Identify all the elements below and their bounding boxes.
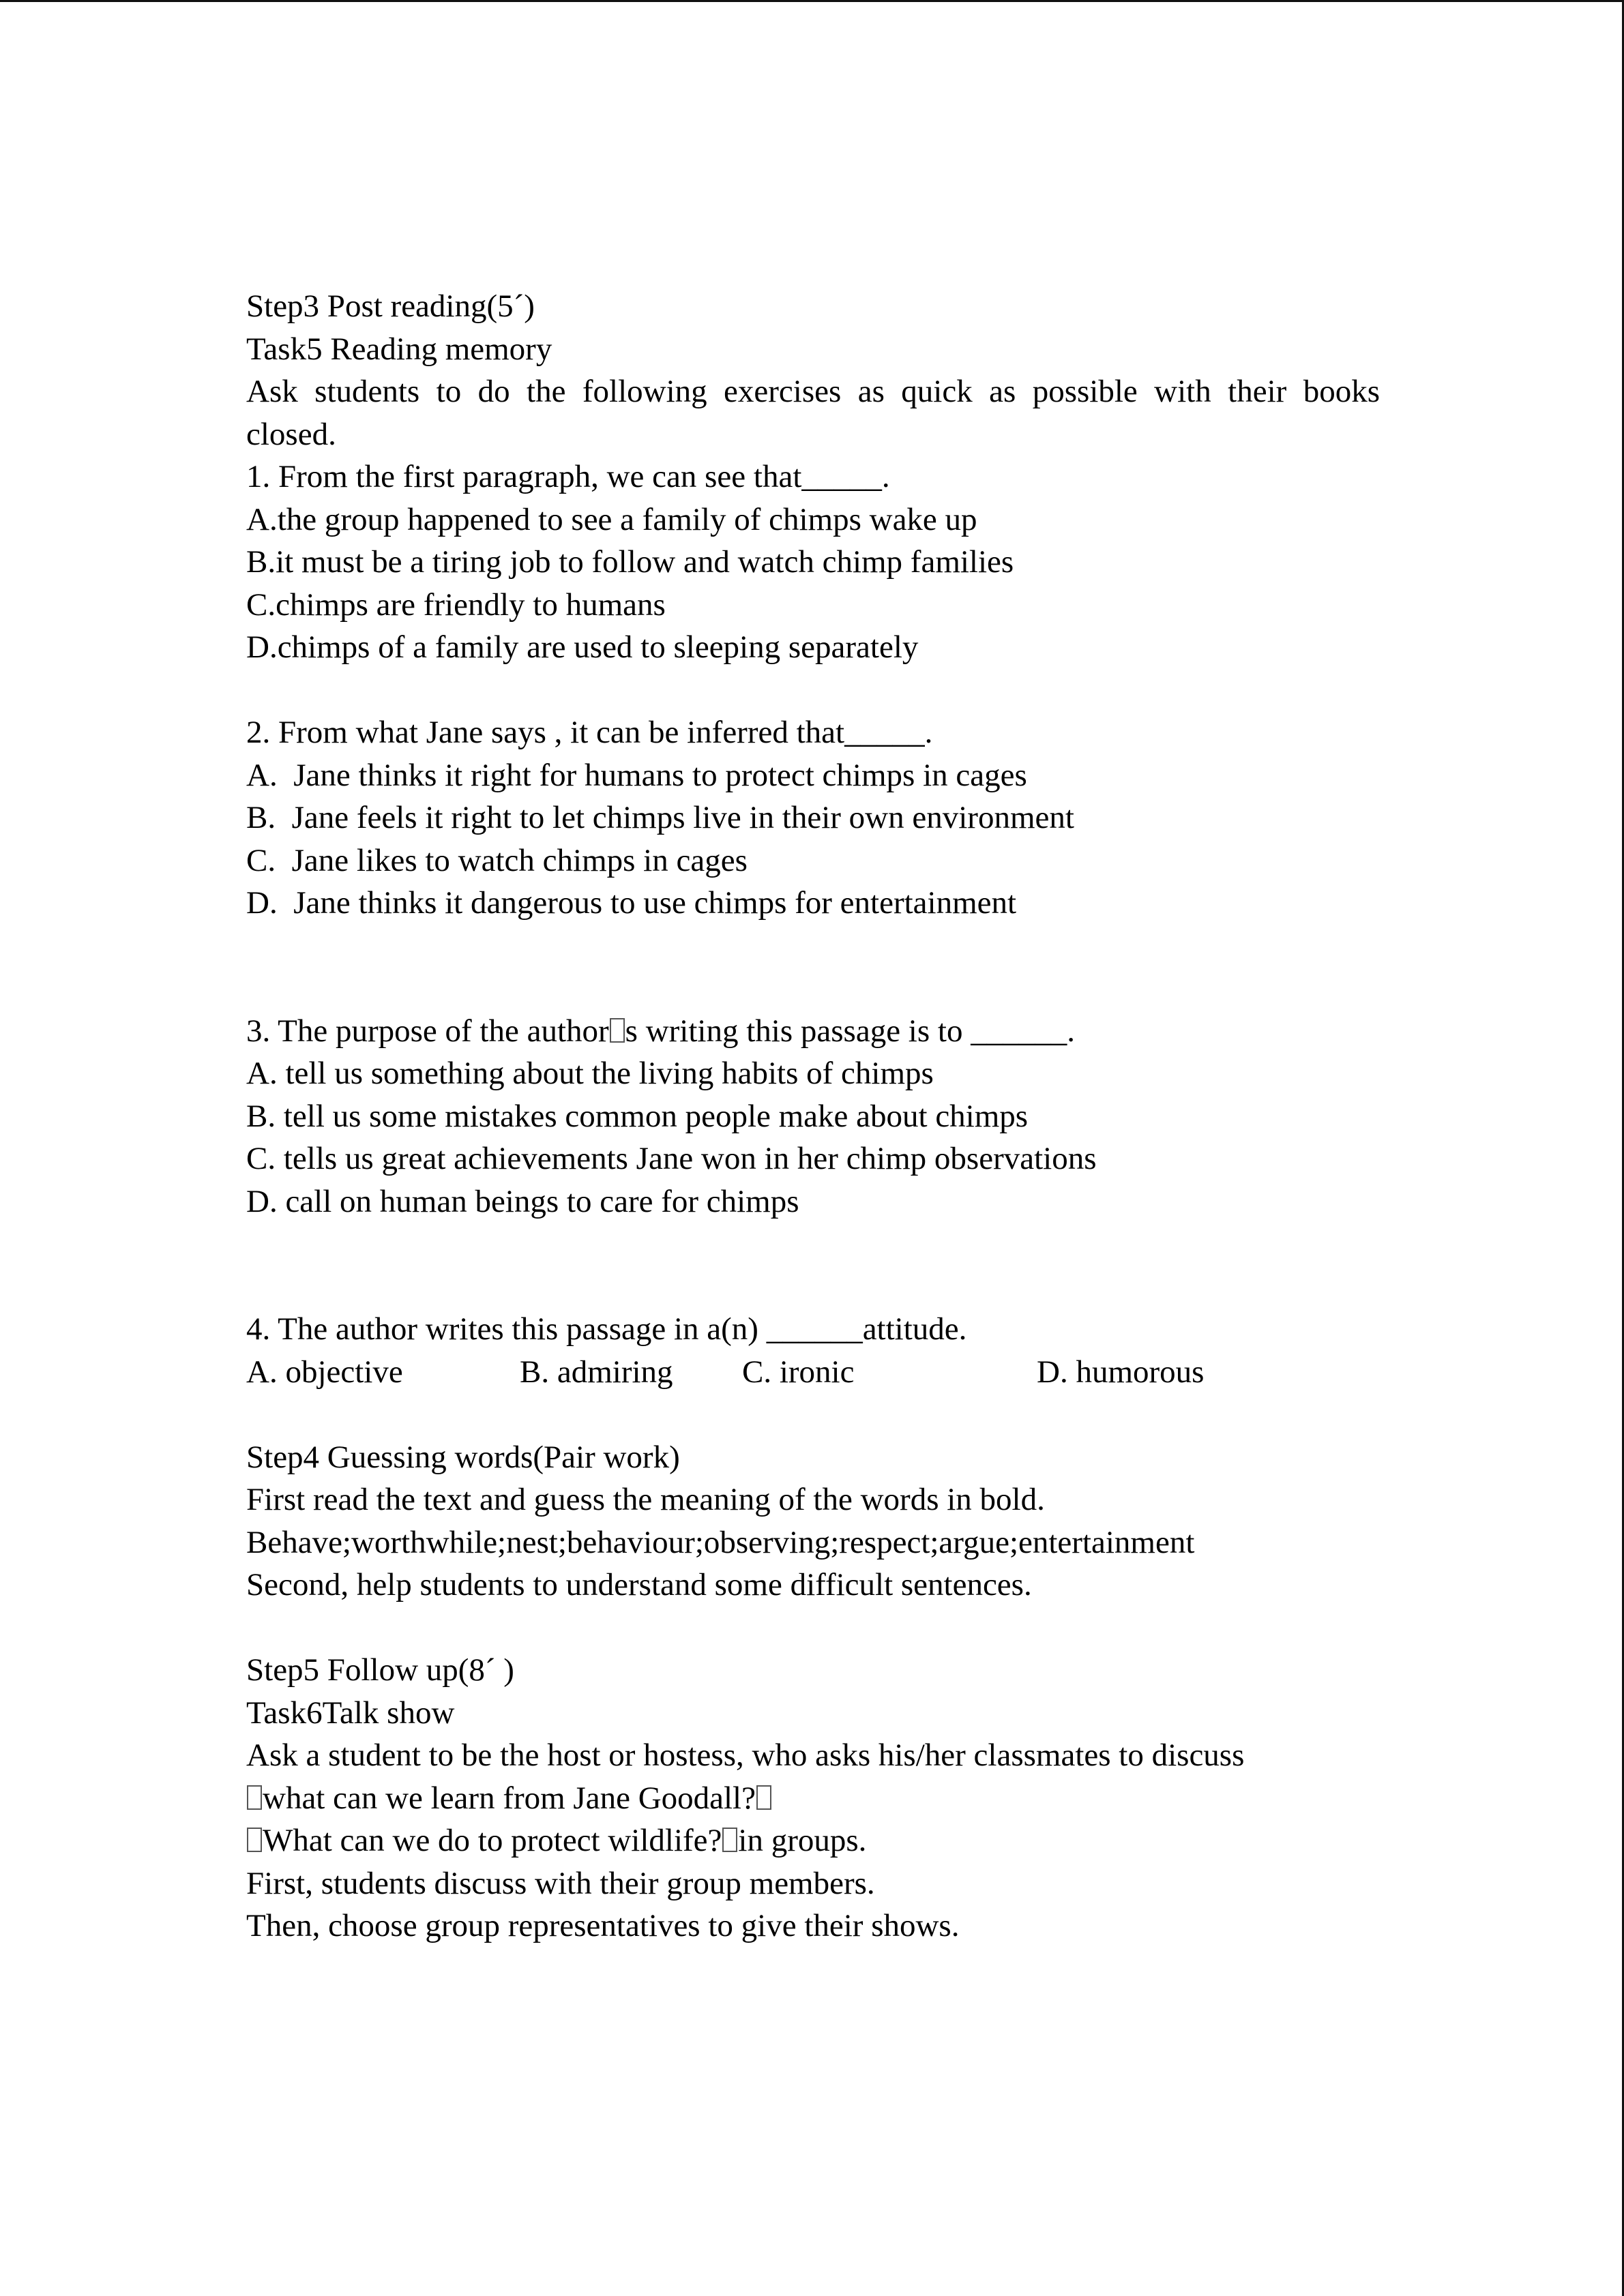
question-3-option-d: D. call on human beings to care for chimps bbox=[246, 1183, 799, 1219]
question-1-option-d: D.chimps of a family are used to sleeping separately bbox=[246, 629, 919, 665]
question-3-stem-part-b: s writing this passage is to ______. bbox=[625, 1013, 1075, 1049]
missing-glyph-icon bbox=[722, 1828, 737, 1852]
spacer bbox=[246, 669, 1380, 712]
discussion-question-2-text: What can we do to protect wildlife? bbox=[263, 1823, 722, 1858]
missing-glyph-icon bbox=[610, 1018, 625, 1043]
discussion-question-2-tail: in groups. bbox=[738, 1823, 867, 1858]
step4-line1: First read the text and guess the meaning of the words in bold. bbox=[246, 1482, 1045, 1517]
step5-heading: Step5 Follow up(8´ ) bbox=[246, 1652, 514, 1688]
step5-discussion-question-2 bbox=[246, 1819, 1380, 1862]
discussion-question-1-text: what can we learn from Jane Goodall? bbox=[263, 1780, 756, 1816]
page-top-edge bbox=[0, 0, 1624, 2]
step4-heading: Step4 Guessing words(Pair work) bbox=[246, 1439, 680, 1475]
spacer bbox=[246, 1223, 1380, 1266]
task6-title: Task6Talk show bbox=[246, 1695, 455, 1731]
step3-heading: Step3 Post reading(5´) bbox=[246, 288, 535, 324]
question-1-stem: 1. From the first paragraph, we can see that_____. bbox=[246, 459, 890, 494]
step5-line5: Then, choose group representatives to give their shows. bbox=[246, 1908, 960, 1943]
question-3-option-b: B. tell us some mistakes common people make about chimps bbox=[246, 1098, 1029, 1134]
question-4-stem: 4. The author writes this passage in a(n) ______attitude. bbox=[246, 1311, 967, 1347]
step5-line4: First, students discuss with their group members. bbox=[246, 1865, 875, 1901]
question-2-option-a: A. Jane thinks it right for humans to protect chimps in cages bbox=[246, 757, 1027, 793]
question-3-option-a: A. tell us something about the living habits of chimps bbox=[246, 1056, 934, 1091]
spacer bbox=[246, 1393, 1380, 1436]
question-1-option-c: C.chimps are friendly to humans bbox=[246, 586, 666, 623]
missing-glyph-icon bbox=[247, 1828, 262, 1852]
step3-instruction-line2: closed. bbox=[246, 416, 336, 452]
step5-line1: Ask a student to be the host or hostess, who asks his/her classmates to discuss bbox=[246, 1738, 1245, 1773]
document-body bbox=[246, 285, 1380, 1948]
question-2-option-c: C. Jane likes to watch chimps in cages bbox=[246, 842, 748, 878]
missing-glyph-icon bbox=[247, 1785, 262, 1810]
missing-glyph-icon bbox=[756, 1785, 771, 1810]
task5-title: Task5 Reading memory bbox=[246, 331, 552, 367]
step4-line3: Second, help students to understand some difficult sentences. bbox=[246, 1567, 1032, 1602]
spacer bbox=[246, 1266, 1380, 1309]
question-3-stem bbox=[246, 1010, 1380, 1053]
question-4-options bbox=[246, 1351, 1380, 1394]
question-2-stem: 2. From what Jane says , it can be inferred that_____. bbox=[246, 715, 933, 750]
step3-instruction-line1: Ask students to do the following exercises as quick as possible with their books bbox=[246, 374, 1380, 409]
question-4-option-b: B. admiring bbox=[520, 1354, 673, 1390]
step4-word-list: Behave;worthwhile;nest;behaviour;observing;respect;argue;entertainment bbox=[246, 1524, 1195, 1560]
question-2-option-d: D. Jane thinks it dangerous to use chimps for entertainment bbox=[246, 885, 1017, 921]
question-1-option-b: B.it must be a tiring job to follow and watch chimp families bbox=[246, 544, 1014, 580]
spacer bbox=[246, 967, 1380, 1010]
question-4-option-a: A. objective bbox=[246, 1354, 403, 1390]
spacer bbox=[246, 925, 1380, 968]
question-4-option-c: C. ironic bbox=[742, 1354, 855, 1390]
question-1-option-a: A.the group happened to see a family of chimps wake up bbox=[246, 501, 977, 537]
spacer bbox=[246, 1607, 1380, 1650]
question-3-stem-part-a: 3. The purpose of the author bbox=[246, 1013, 609, 1049]
question-2-option-b: B. Jane feels it right to let chimps live in their own environment bbox=[246, 800, 1074, 835]
question-4-option-d: D. humorous bbox=[1037, 1354, 1205, 1390]
question-3-option-c: C. tells us great achievements Jane won in her chimp observations bbox=[246, 1141, 1097, 1176]
step5-discussion-question-1 bbox=[246, 1777, 1380, 1820]
